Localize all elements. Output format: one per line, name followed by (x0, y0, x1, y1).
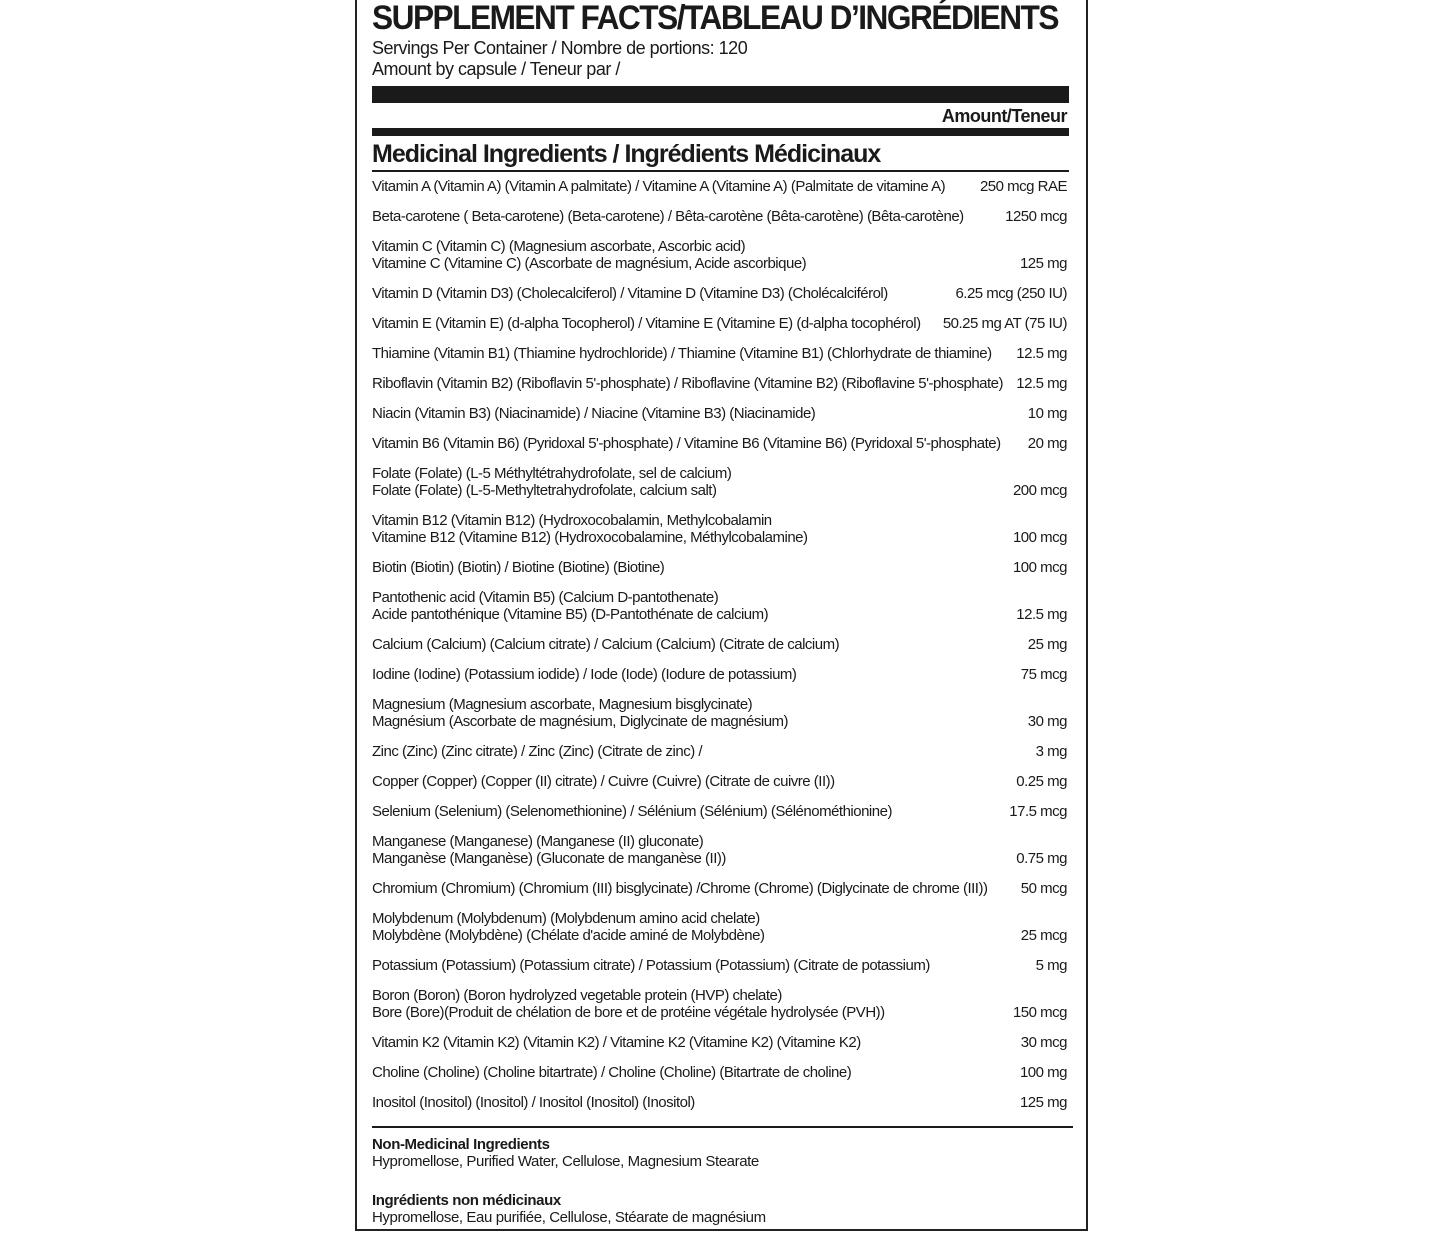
ingredient-amount: 25 mcg (1020, 927, 1067, 944)
ingredient-row (372, 696, 1069, 730)
ingredient-name: Boron (Boron) (Boron hydrolyzed vegetable protein (HVP) chelate) Bore (Bore)(Produit de chélation de bore et de protéine végétale hydrolysée (PVH)) (372, 987, 885, 1021)
ingredient-amount: 125 mg (1019, 1094, 1067, 1111)
ingredient-name: Vitamin K2 (Vitamin K2) (Vitamin K2) / Vitamine K2 (Vitamine K2) (Vitamine K2) (372, 1034, 861, 1051)
ingredient-row (372, 833, 1069, 867)
ingredient-name: Folate (Folate) (L-5 Méthyltétrahydrofolate, sel de calcium) Folate (Folate) (L-5-Methyltetrahydrofolate, calcium salt) (372, 465, 732, 499)
ingredient-amount: 100 mcg (1012, 559, 1067, 576)
ingredient-row (372, 208, 1069, 225)
ingredient-amount: 0.25 mg (1016, 773, 1067, 790)
ingredient-row (372, 178, 1069, 195)
ingredient-amount: 100 mcg (1012, 529, 1067, 546)
panel-content (372, 0, 1069, 1124)
ingredient-name: Zinc (Zinc) (Zinc citrate) / Zinc (Zinc) (Citrate de zinc) / (372, 743, 703, 760)
ingredient-amount: 10 mg (1027, 405, 1067, 422)
ingredient-row (372, 880, 1069, 897)
ingredient-row (372, 435, 1069, 452)
medium-divider (372, 128, 1069, 136)
ingredient-amount: 3 mg (1035, 743, 1067, 760)
non-medicinal-title-en: Non-Medicinal Ingredients (372, 1136, 550, 1153)
ingredient-amount: 100 mg (1019, 1064, 1067, 1081)
thin-divider (372, 170, 1069, 172)
ingredient-name: Riboflavin (Vitamin B2) (Riboflavin 5'-phosphate) / Riboflavine (Vitamine B2) (Riboflavine 5'-phosphate) (372, 375, 1004, 392)
ingredient-name: Chromium (Chromium) (Chromium (III) bisglycinate) /Chrome (Chrome) (Diglycinate de chrome (III)) (372, 880, 988, 897)
ingredient-row (372, 910, 1069, 944)
bottom-divider (372, 1126, 1073, 1128)
amount-column-header: Amount/Teneur (941, 106, 1067, 126)
ingredient-amount: 12.5 mg (1016, 375, 1067, 392)
amount-by-capsule: Amount by capsule / Teneur par / (372, 59, 620, 79)
ingredient-amount: 5 mg (1035, 957, 1067, 974)
ingredient-name: Molybdenum (Molybdenum) (Molybdenum amino acid chelate) Molybdène (Molybdène) (Chélate d'acide aminé de Molybdène) (372, 910, 765, 944)
ingredient-amount: 20 mg (1027, 435, 1067, 452)
ingredient-row (372, 666, 1069, 683)
ingredient-row (372, 589, 1069, 623)
ingredient-name: Magnesium (Magnesium ascorbate, Magnesium bisglycinate) Magnésium (Ascorbate de magnésium, Diglycinate de magnésium) (372, 696, 789, 730)
ingredient-name: Niacin (Vitamin B3) (Niacinamide) / Niacine (Vitamine B3) (Niacinamide) (372, 405, 816, 422)
non-medicinal-text-fr: Hypromellose, Eau purifiée, Cellulose, Stéarate de magnésium (372, 1209, 766, 1226)
ingredient-name: Copper (Copper) (Copper (II) citrate) / Cuivre (Cuivre) (Citrate de cuivre (II)) (372, 773, 835, 790)
ingredient-name: Thiamine (Vitamin B1) (Thiamine hydrochloride) / Thiamine (Vitamine B1) (Chlorhydrate de thiamine) (372, 345, 992, 362)
medicinal-ingredients-title: Medicinal Ingredients / Ingrédients Médicinaux (372, 140, 881, 168)
ingredient-row (372, 345, 1069, 362)
ingredient-amount: 30 mg (1027, 713, 1067, 730)
ingredient-row (372, 559, 1069, 576)
ingredient-amount: 50 mcg (1020, 880, 1067, 897)
thick-divider (372, 86, 1069, 103)
ingredient-amount: 250 mcg RAE (979, 178, 1067, 195)
ingredient-name: Vitamin D (Vitamin D3) (Cholecalciferol) / Vitamine D (Vitamine D3) (Cholécalciférol) (372, 285, 888, 302)
ingredient-name: Selenium (Selenium) (Selenomethionine) / Sélénium (Sélénium) (Sélénométhionine) (372, 803, 892, 820)
ingredient-amount: 50.25 mg AT (75 IU) (942, 315, 1067, 332)
ingredient-name: Inositol (Inositol) (Inositol) / Inositol (Inositol) (Inositol) (372, 1094, 695, 1111)
ingredient-row (372, 636, 1069, 653)
ingredient-row (372, 743, 1069, 760)
ingredient-amount: 17.5 mcg (1009, 803, 1067, 820)
ingredient-name: Iodine (Iodine) (Potassium iodide) / Iode (Iode) (Iodure de potassium) (372, 666, 797, 683)
servings-per-container: Servings Per Container / Nombre de portions: 120 (372, 38, 748, 58)
ingredient-name: Beta-carotene ( Beta-carotene) (Beta-carotene) / Bêta-carotène (Bêta-carotène) (Bêta-carotène) (372, 208, 964, 225)
spacer (372, 1170, 766, 1192)
ingredient-amount: 0.75 mg (1016, 850, 1067, 867)
ingredient-row (372, 803, 1069, 820)
panel-title: SUPPLEMENT FACTS/TABLEAU D’INGRÉDIENTS (372, 0, 1058, 37)
supplement-facts-panel (355, 0, 1088, 1231)
ingredient-amount: 12.5 mg (1016, 606, 1067, 623)
ingredient-name: Potassium (Potassium) (Potassium citrate) / Potassium (Potassium) (Citrate de potassium) (372, 957, 930, 974)
ingredient-row (372, 465, 1069, 499)
ingredient-row (372, 512, 1069, 546)
ingredient-row (372, 315, 1069, 332)
ingredient-amount: 75 mcg (1020, 666, 1067, 683)
ingredient-amount: 150 mcg (1012, 1004, 1067, 1021)
ingredient-name: Manganese (Manganese) (Manganese (II) gluconate) Manganèse (Manganèse) (Gluconate de manganèse (II)) (372, 833, 726, 867)
non-medicinal-section (372, 1136, 766, 1226)
ingredient-name: Vitamin A (Vitamin A) (Vitamin A palmitate) / Vitamine A (Vitamine A) (Palmitate de vitamine A) (372, 178, 946, 195)
ingredient-row (372, 1034, 1069, 1051)
ingredient-amount: 6.25 mcg (250 IU) (955, 285, 1067, 302)
ingredient-row (372, 238, 1069, 272)
ingredient-name: Pantothenic acid (Vitamin B5) (Calcium D-pantothenate) Acide pantothénique (Vitamine B5) (D-Pantothénate de calcium) (372, 589, 769, 623)
ingredient-amount: 30 mcg (1020, 1034, 1067, 1051)
non-medicinal-text-en: Hypromellose, Purified Water, Cellulose, Magnesium Stearate (372, 1153, 759, 1170)
ingredient-row (372, 957, 1069, 974)
ingredient-row (372, 1094, 1069, 1111)
ingredient-name: Vitamin C (Vitamin C) (Magnesium ascorbate, Ascorbic acid) Vitamine C (Vitamine C) (Ascorbate de magnésium, Acide ascorbique) (372, 238, 807, 272)
ingredient-name: Vitamin B6 (Vitamin B6) (Pyridoxal 5'-phosphate) / Vitamine B6 (Vitamine B6) (Pyridoxal 5'-phosphate) (372, 435, 1001, 452)
ingredient-name: Vitamin E (Vitamin E) (d-alpha Tocopherol) / Vitamine E (Vitamine E) (d-alpha tocophérol) (372, 315, 921, 332)
ingredient-row (372, 1064, 1069, 1081)
ingredient-list (372, 178, 1069, 1111)
ingredient-name: Calcium (Calcium) (Calcium citrate) / Calcium (Calcium) (Citrate de calcium) (372, 636, 840, 653)
ingredient-row (372, 773, 1069, 790)
ingredient-name: Biotin (Biotin) (Biotin) / Biotine (Biotine) (Biotine) (372, 559, 665, 576)
ingredient-amount: 12.5 mg (1016, 345, 1067, 362)
ingredient-row (372, 405, 1069, 422)
ingredient-amount: 1250 mcg (1005, 208, 1067, 225)
non-medicinal-title-fr: Ingrédients non médicinaux (372, 1192, 561, 1209)
ingredient-amount: 200 mcg (1012, 482, 1067, 499)
ingredient-row (372, 285, 1069, 302)
ingredient-row (372, 987, 1069, 1021)
ingredient-amount: 25 mg (1027, 636, 1067, 653)
ingredient-name: Choline (Choline) (Choline bitartrate) / Choline (Choline) (Bitartrate de choline) (372, 1064, 852, 1081)
ingredient-amount: 125 mg (1019, 255, 1067, 272)
ingredient-name: Vitamin B12 (Vitamin B12) (Hydroxocobalamin, Methylcobalamin Vitamine B12 (Vitamine B12) (Hydroxocobalamine, Méthylcobalamine) (372, 512, 808, 546)
ingredient-row (372, 375, 1069, 392)
